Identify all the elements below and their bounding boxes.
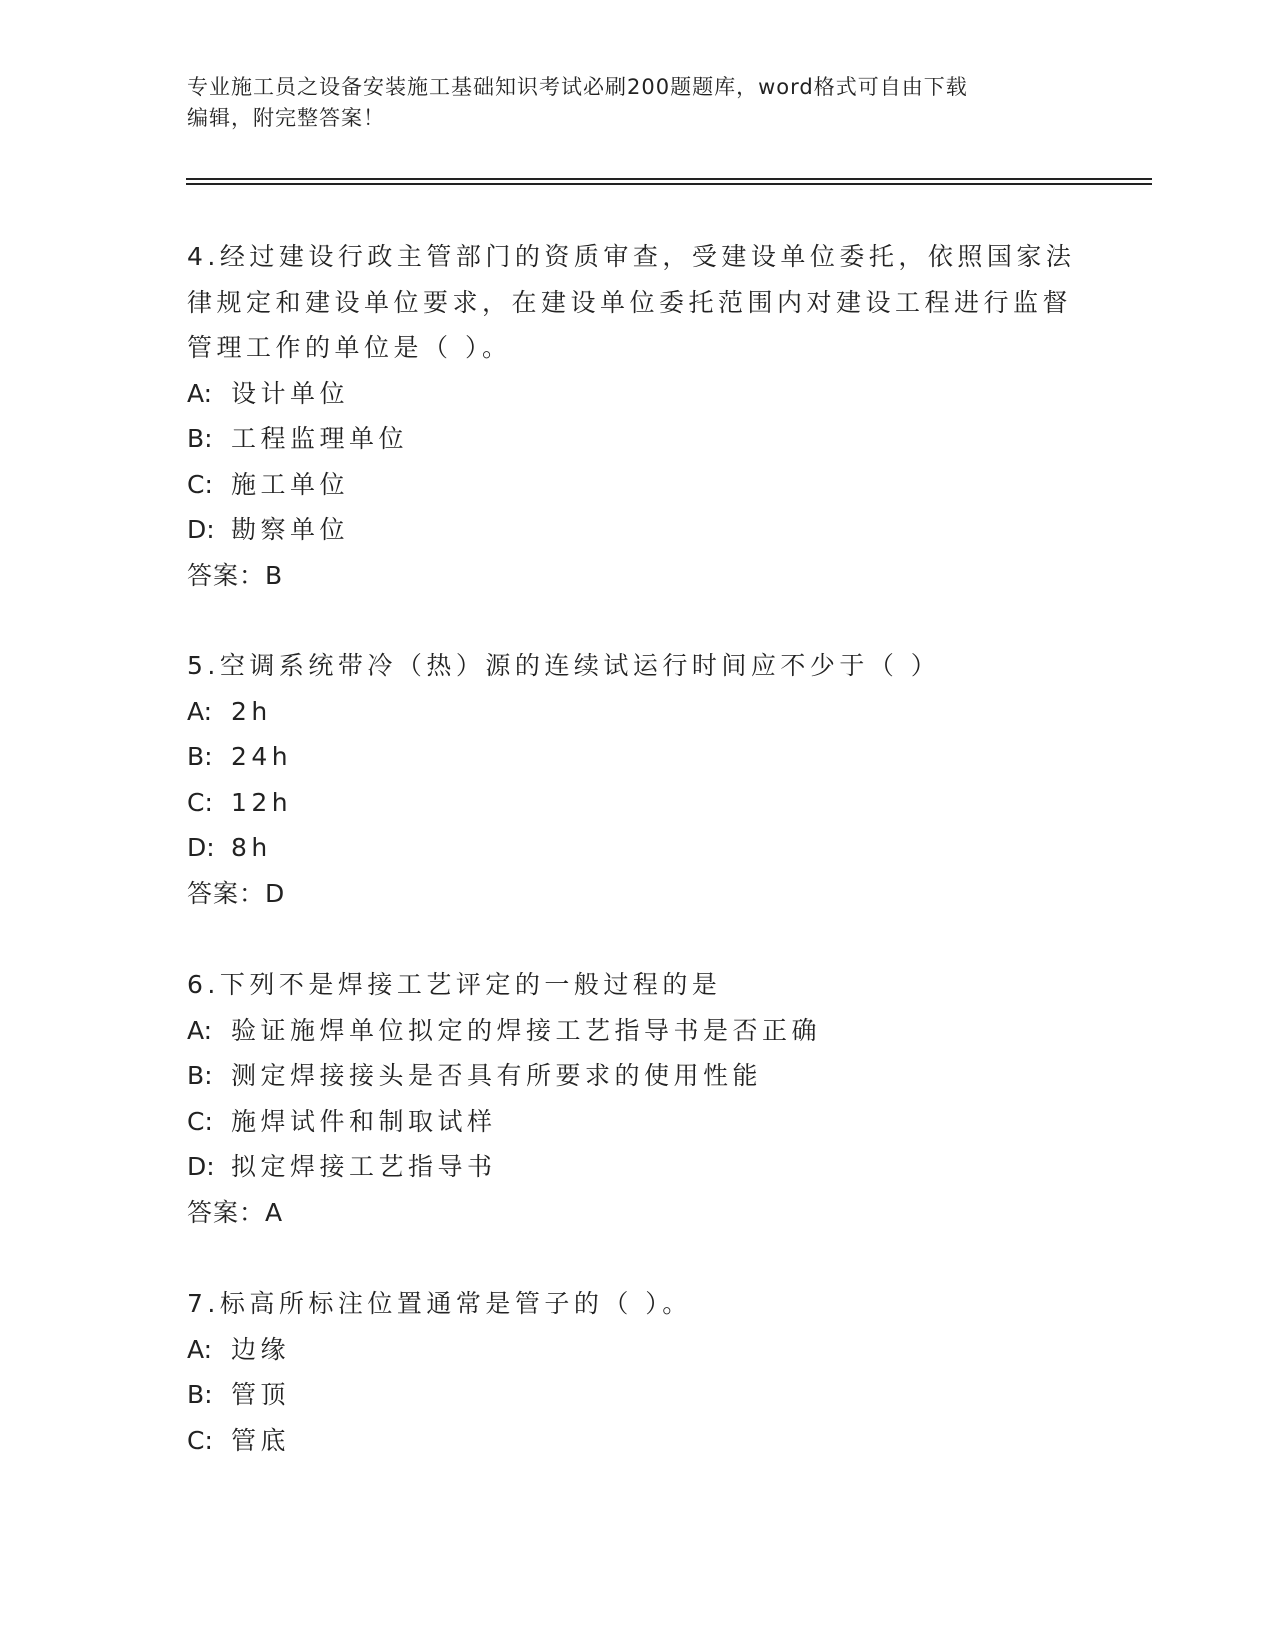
option-a (187, 371, 1087, 417)
option-d (187, 1144, 1087, 1190)
option-key: A: (187, 378, 213, 408)
question-text-line: 7.标高所标注位置通常是管子的（ ）。 (187, 1289, 692, 1318)
option-text: 验证施焊单位拟定的焊接工艺指导书是否正确 (231, 1015, 822, 1045)
question-4 (187, 234, 1087, 598)
option-key: C: (187, 787, 213, 817)
option-c (187, 1099, 1087, 1145)
option-a (187, 1008, 1087, 1054)
option-c (187, 1418, 1087, 1464)
question-6 (187, 962, 1087, 1235)
option-text: 测定焊接接头是否具有所要求的使用性能 (231, 1061, 763, 1090)
document-header (187, 72, 1087, 134)
question-5 (187, 643, 1087, 916)
option-key: B: (187, 424, 213, 453)
option-text: 拟定焊接工艺指导书 (231, 1152, 497, 1181)
option-key: D: (187, 515, 215, 544)
option-key: A: (187, 696, 213, 726)
option-key: A: (187, 1334, 213, 1364)
question-7 (187, 1281, 1087, 1463)
option-b (187, 734, 1087, 780)
option-text: 2h (231, 696, 272, 726)
option-key: C: (187, 1106, 213, 1136)
option-d (187, 507, 1087, 553)
answer-line: 答案：D (187, 878, 286, 908)
option-text: 管顶 (231, 1380, 291, 1409)
question-text-line: 管理工作的单位是（ ）。 (187, 333, 512, 362)
question-text-line: 5.空调系统带冷（热）源的连续试运行时间应不少于（ ） (187, 651, 941, 680)
option-text: 8h (231, 833, 272, 862)
option-text: 24h (231, 742, 293, 771)
option-b (187, 416, 1087, 462)
option-a (187, 689, 1087, 735)
option-key: B: (187, 1380, 213, 1409)
option-key: C: (187, 1425, 213, 1455)
option-text: 边缘 (231, 1334, 291, 1364)
option-text: 管底 (231, 1425, 291, 1455)
option-key: A: (187, 1015, 213, 1045)
header-line-2: 编辑，附完整答案！ (187, 106, 385, 130)
answer-line: 答案：B (187, 560, 284, 590)
option-key: B: (187, 742, 213, 771)
header-divider-bottom (186, 183, 1152, 185)
option-key: C: (187, 469, 213, 499)
option-b (187, 1372, 1087, 1418)
header-line-1: 专业施工员之设备安装施工基础知识考试必刷200题题库，word格式可自由下载 (187, 75, 968, 99)
answer-line: 答案：A (187, 1197, 284, 1227)
option-a (187, 1327, 1087, 1373)
option-text: 勘察单位 (231, 515, 350, 544)
header-divider-top (186, 178, 1152, 180)
option-text: 设计单位 (231, 378, 350, 408)
option-c (187, 462, 1087, 508)
option-key: B: (187, 1061, 213, 1090)
question-text-line: 6.下列不是焊接工艺评定的一般过程的是 (187, 970, 722, 999)
option-text: 12h (231, 787, 293, 817)
question-text-line: 律规定和建设单位要求，在建设单位委托范围内对建设工程进行监督 (187, 287, 1073, 317)
option-c (187, 780, 1087, 826)
option-text: 施焊试件和制取试样 (231, 1106, 497, 1136)
option-d (187, 825, 1087, 871)
option-key: D: (187, 1152, 215, 1181)
question-text-line: 4.经过建设行政主管部门的资质审查，受建设单位委托，依照国家法 (187, 242, 1076, 271)
option-b (187, 1053, 1087, 1099)
option-key: D: (187, 833, 215, 862)
option-text: 施工单位 (231, 469, 350, 499)
option-text: 工程监理单位 (231, 424, 409, 453)
